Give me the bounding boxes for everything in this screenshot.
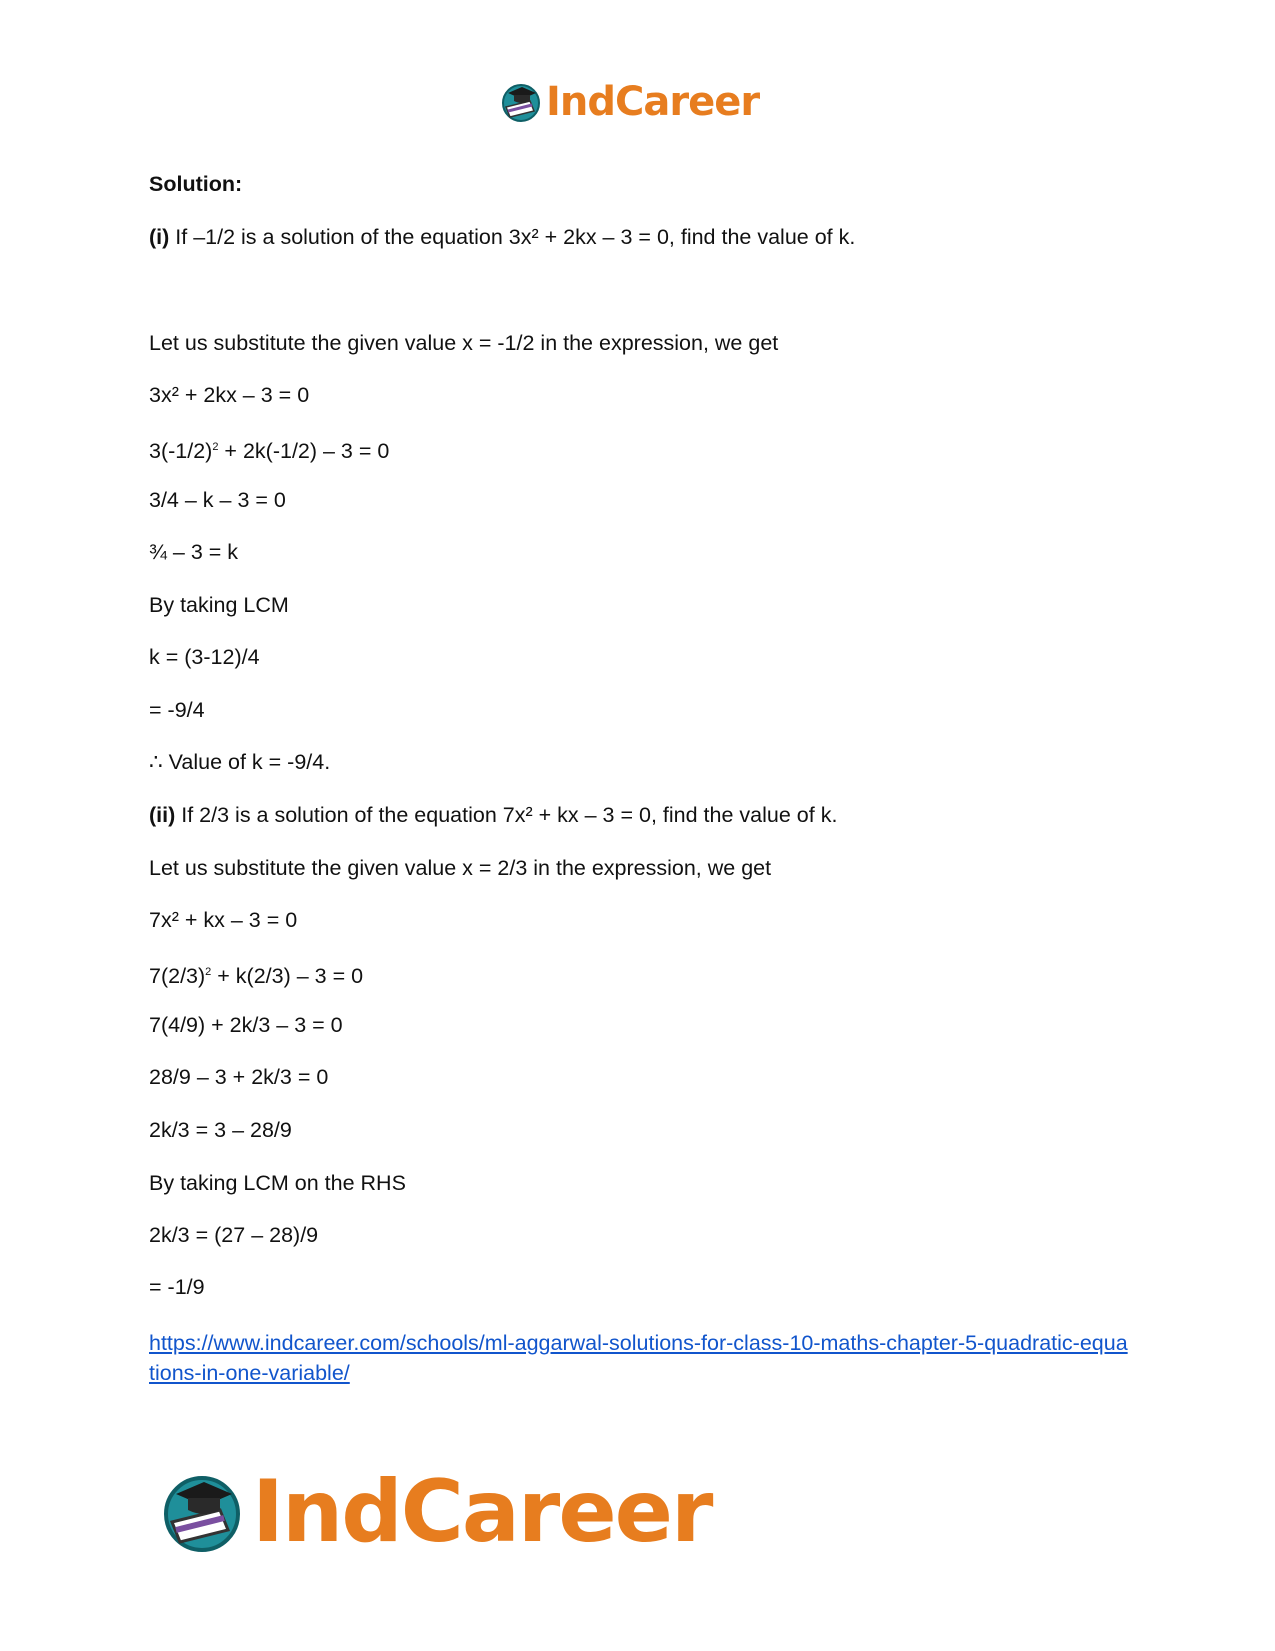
graduation-cap-globe-book-icon — [160, 1470, 244, 1554]
part2-step: 28/9 – 3 + 2k/3 = 0 — [149, 1065, 329, 1089]
footer-logo — [160, 1462, 711, 1562]
part2-step: 2k/3 = (27 – 28)/9 — [149, 1223, 319, 1247]
part1-step2-a: 3(-1/2) — [149, 439, 213, 463]
part1-step: By taking LCM — [149, 593, 289, 617]
part1-question — [149, 224, 855, 250]
graduation-cap-globe-book-icon — [500, 81, 542, 123]
part2-question — [149, 802, 837, 828]
part1-intro: Let us substitute the given value x = -1/2 in the expression, we get — [149, 331, 779, 355]
part2-step2-a: 7(2/3) — [149, 964, 206, 988]
part1-step: k = (3-12)/4 — [149, 645, 260, 669]
part2-step — [149, 959, 363, 989]
part2-step: By taking LCM on the RHS — [149, 1171, 406, 1195]
logo-wordmark: IndCareer — [546, 79, 760, 125]
part1-step: 3/4 – k – 3 = 0 — [149, 488, 286, 512]
part2-step: 7x² + kx – 3 = 0 — [149, 908, 298, 932]
part1-conclusion: ∴ Value of k = -9/4. — [149, 750, 331, 774]
part2-step: = -1/9 — [149, 1275, 205, 1299]
part2-step2-b: + k(2/3) – 3 = 0 — [211, 964, 364, 988]
part1-step — [149, 434, 389, 464]
part2-step: 2k/3 = 3 – 28/9 — [149, 1118, 292, 1142]
part1-step2-exponent: 2 — [212, 441, 219, 453]
part2-question-text: If 2/3 is a solution of the equation 7x² + kx – 3 = 0, find the value of k. — [175, 803, 838, 827]
part1-label: (i) — [149, 225, 170, 249]
part1-step: = -9/4 — [149, 698, 205, 722]
source-link[interactable]: https://www.indcareer.com/schools/ml-aggarwal-solutions-for-class-10-maths-chapter-5-quadratic-equations-in-one-variable/ — [149, 1331, 1128, 1385]
logo-wordmark: IndCareer — [252, 1462, 712, 1562]
header-logo — [500, 78, 759, 126]
part2-intro: Let us substitute the given value x = 2/3 in the expression, we get — [149, 856, 772, 880]
part2-label: (ii) — [149, 803, 176, 827]
part2-step2-exponent: 2 — [205, 966, 212, 978]
part1-step: 3x² + 2kx – 3 = 0 — [149, 383, 310, 407]
part1-step2-b: + 2k(-1/2) – 3 = 0 — [218, 439, 390, 463]
solution-heading: Solution: — [149, 172, 243, 196]
part1-step: ¾ – 3 = k — [149, 540, 239, 564]
part1-question-text: If –1/2 is a solution of the equation 3x² + 2kx – 3 = 0, find the value of k. — [169, 225, 856, 249]
part2-step: 7(4/9) + 2k/3 – 3 = 0 — [149, 1013, 343, 1037]
